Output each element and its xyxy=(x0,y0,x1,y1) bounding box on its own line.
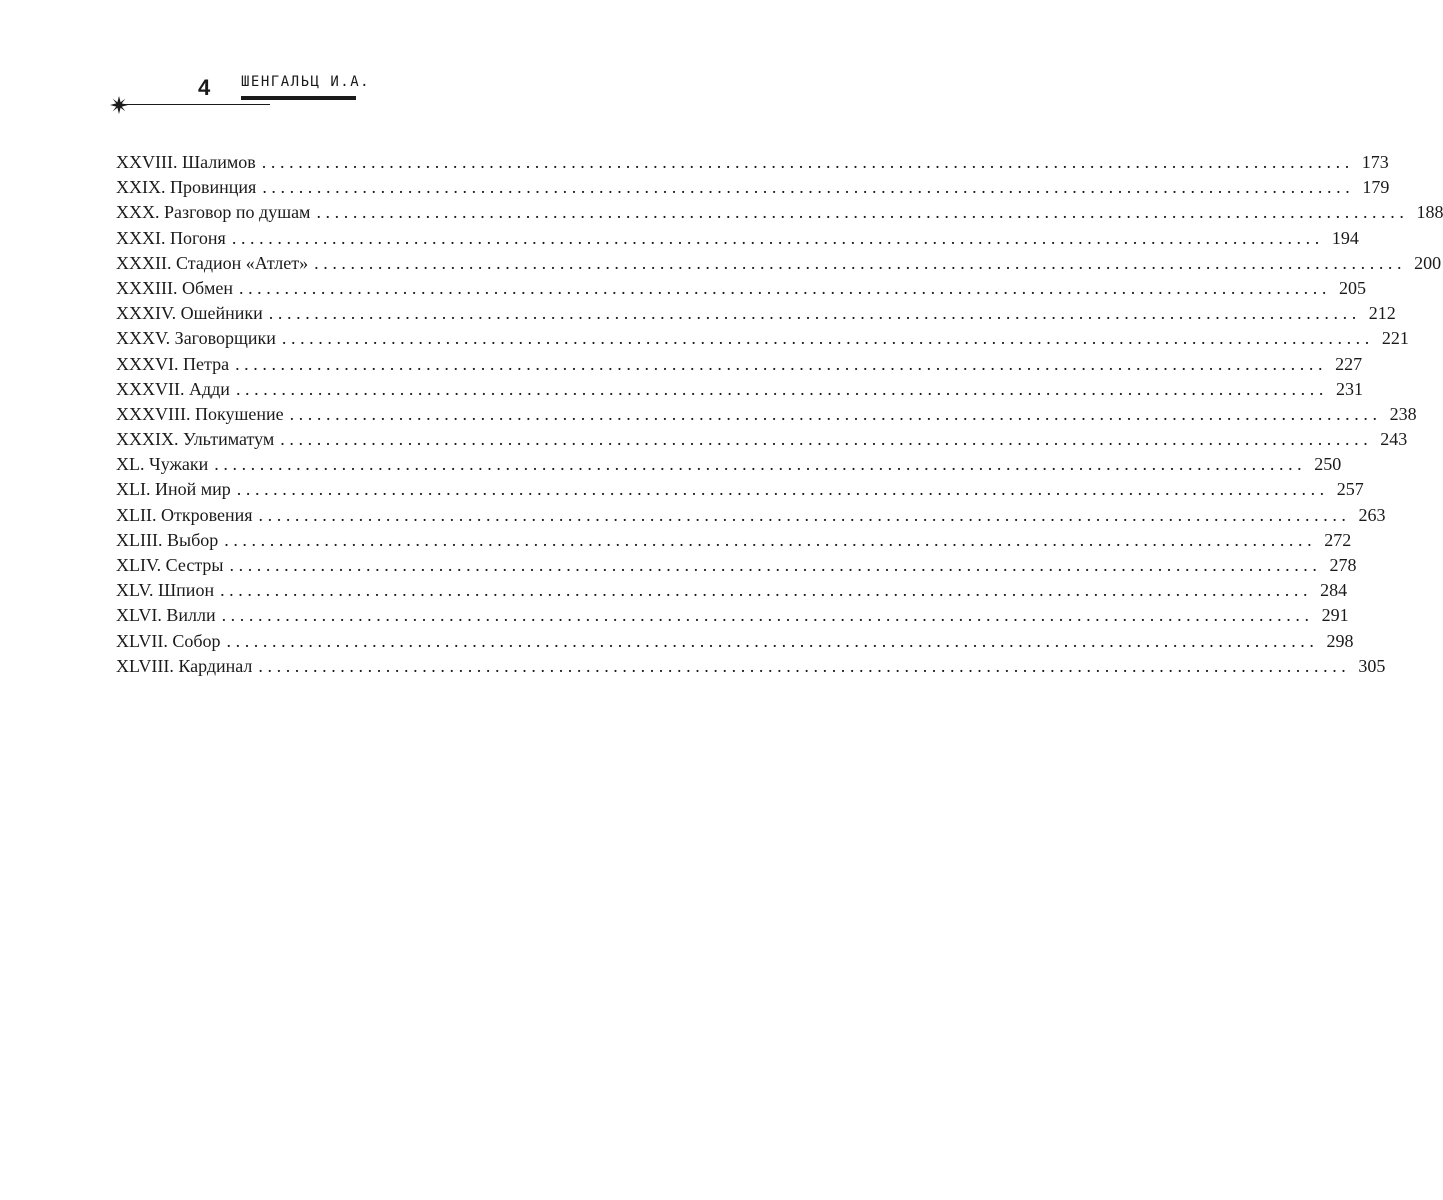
toc-row xyxy=(116,352,1363,377)
toc-row xyxy=(116,553,1357,578)
toc-dot-leader: ........................................................................................................................ xyxy=(314,252,1407,273)
toc-row xyxy=(116,402,1417,427)
toc-dot-leader: ........................................................................................................................ xyxy=(262,177,1355,198)
toc-title: XLI. Иной мир xyxy=(116,479,231,500)
toc-page-number: 179 xyxy=(1362,177,1390,198)
toc-dot-leader: ........................................................................................................................ xyxy=(229,555,1322,575)
toc-title: XXXVIII. Покушение xyxy=(116,403,284,424)
toc-title: XXX. Разговор по душам xyxy=(116,202,311,223)
toc-row xyxy=(116,301,1396,326)
toc-page-number: 212 xyxy=(1368,303,1396,324)
toc-dot-leader: ........................................................................................................................ xyxy=(235,378,1328,399)
toc-row xyxy=(116,629,1354,654)
toc-page-number: 298 xyxy=(1326,630,1354,651)
toc-page-number: 173 xyxy=(1361,152,1389,172)
toc-row xyxy=(116,452,1342,477)
running-head-author: ШЕНГАЛЬЦ И.А. xyxy=(241,74,371,90)
toc-title: XLII. Откровения xyxy=(116,504,253,525)
toc-dot-leader: ........................................................................................................................ xyxy=(316,202,1409,223)
header-thick-rule xyxy=(241,96,356,100)
toc-page-number: 221 xyxy=(1381,328,1409,349)
toc-row xyxy=(116,528,1352,553)
toc-title: XXIX. Провинция xyxy=(116,177,257,198)
toc-page-number: 291 xyxy=(1321,605,1349,626)
toc-title: XXXIV. Ошейники xyxy=(116,303,263,324)
toc-row xyxy=(116,377,1363,402)
toc-page-number: 278 xyxy=(1329,555,1357,575)
toc-title: XXVIII. Шалимов xyxy=(116,152,256,172)
toc-page-number: 194 xyxy=(1331,227,1359,248)
toc-row xyxy=(116,654,1386,679)
toc-title: XLIV. Сестры xyxy=(116,555,224,575)
toc-page-number: 188 xyxy=(1416,202,1443,223)
toc-title: XXXIII. Обмен xyxy=(116,277,233,298)
toc-title: XLV. Шпион xyxy=(116,580,215,601)
toc-page-number: 250 xyxy=(1314,454,1342,475)
toc-title: XXXV. Заговорщики xyxy=(116,328,276,349)
toc-dot-leader: ........................................................................................................................ xyxy=(231,227,1324,248)
toc-row xyxy=(116,200,1443,225)
toc-title: XL. Чужаки xyxy=(116,454,209,475)
toc-dot-leader: ........................................................................................................................ xyxy=(289,403,1382,424)
toc-row xyxy=(116,326,1409,351)
toc-row xyxy=(116,603,1349,628)
toc-row xyxy=(116,251,1442,276)
table-of-contents xyxy=(116,150,1443,679)
toc-row xyxy=(116,175,1390,200)
toc-dot-leader: ........................................................................................................................ xyxy=(235,353,1328,374)
toc-title: XXXVI. Петра xyxy=(116,353,230,374)
toc-dot-leader: ........................................................................................................................ xyxy=(224,529,1317,550)
toc-dot-leader: ........................................................................................................................ xyxy=(226,630,1319,651)
toc-dot-leader: ........................................................................................................................ xyxy=(258,655,1351,676)
toc-row xyxy=(116,578,1348,603)
toc-row xyxy=(116,226,1359,251)
toc-title: XXXIX. Ультиматум xyxy=(116,429,275,450)
toc-dot-leader: ........................................................................................................................ xyxy=(268,303,1361,324)
toc-title: XXXVII. Адди xyxy=(116,378,230,399)
toc-page-number: 238 xyxy=(1389,403,1417,424)
toc-dot-leader: ........................................................................................................................ xyxy=(220,580,1313,601)
toc-page-number: 305 xyxy=(1358,655,1386,676)
toc-row xyxy=(116,427,1408,452)
toc-dot-leader: ........................................................................................................................ xyxy=(236,479,1329,500)
toc-page-number: 200 xyxy=(1414,252,1442,273)
toc-title: XXXII. Стадион «Атлет» xyxy=(116,252,309,273)
toc-page-number: 257 xyxy=(1336,479,1364,500)
toc-row xyxy=(116,503,1386,528)
toc-title: XXXI. Погоня xyxy=(116,227,226,248)
toc-page-number: 272 xyxy=(1324,529,1352,550)
star-ornament-icon xyxy=(110,96,128,114)
toc-row xyxy=(116,276,1366,301)
toc-row xyxy=(116,477,1364,502)
toc-dot-leader: ........................................................................................................................ xyxy=(238,277,1331,298)
toc-page-number: 263 xyxy=(1358,504,1386,525)
toc-page-number: 205 xyxy=(1338,277,1366,298)
toc-dot-leader: ........................................................................................................................ xyxy=(221,605,1314,626)
toc-dot-leader: ........................................................................................................................ xyxy=(280,429,1373,450)
toc-page-number: 243 xyxy=(1380,429,1408,450)
page-number: 4 xyxy=(198,75,211,100)
toc-dot-leader: ........................................................................................................................ xyxy=(281,328,1374,349)
toc-title: XLVIII. Кардинал xyxy=(116,655,253,676)
toc-title: XLIII. Выбор xyxy=(116,529,219,550)
toc-dot-leader: ........................................................................................................................ xyxy=(261,152,1354,172)
toc-dot-leader: ........................................................................................................................ xyxy=(214,454,1307,475)
toc-page-number: 284 xyxy=(1320,580,1348,601)
toc-title: XLVII. Собор xyxy=(116,630,221,651)
toc-title: XLVI. Вилли xyxy=(116,605,216,626)
toc-dot-leader: ........................................................................................................................ xyxy=(258,504,1351,525)
header-thin-rule xyxy=(124,104,270,105)
toc-row xyxy=(116,150,1389,175)
toc-page-number: 227 xyxy=(1335,353,1363,374)
toc-page-number: 231 xyxy=(1335,378,1363,399)
